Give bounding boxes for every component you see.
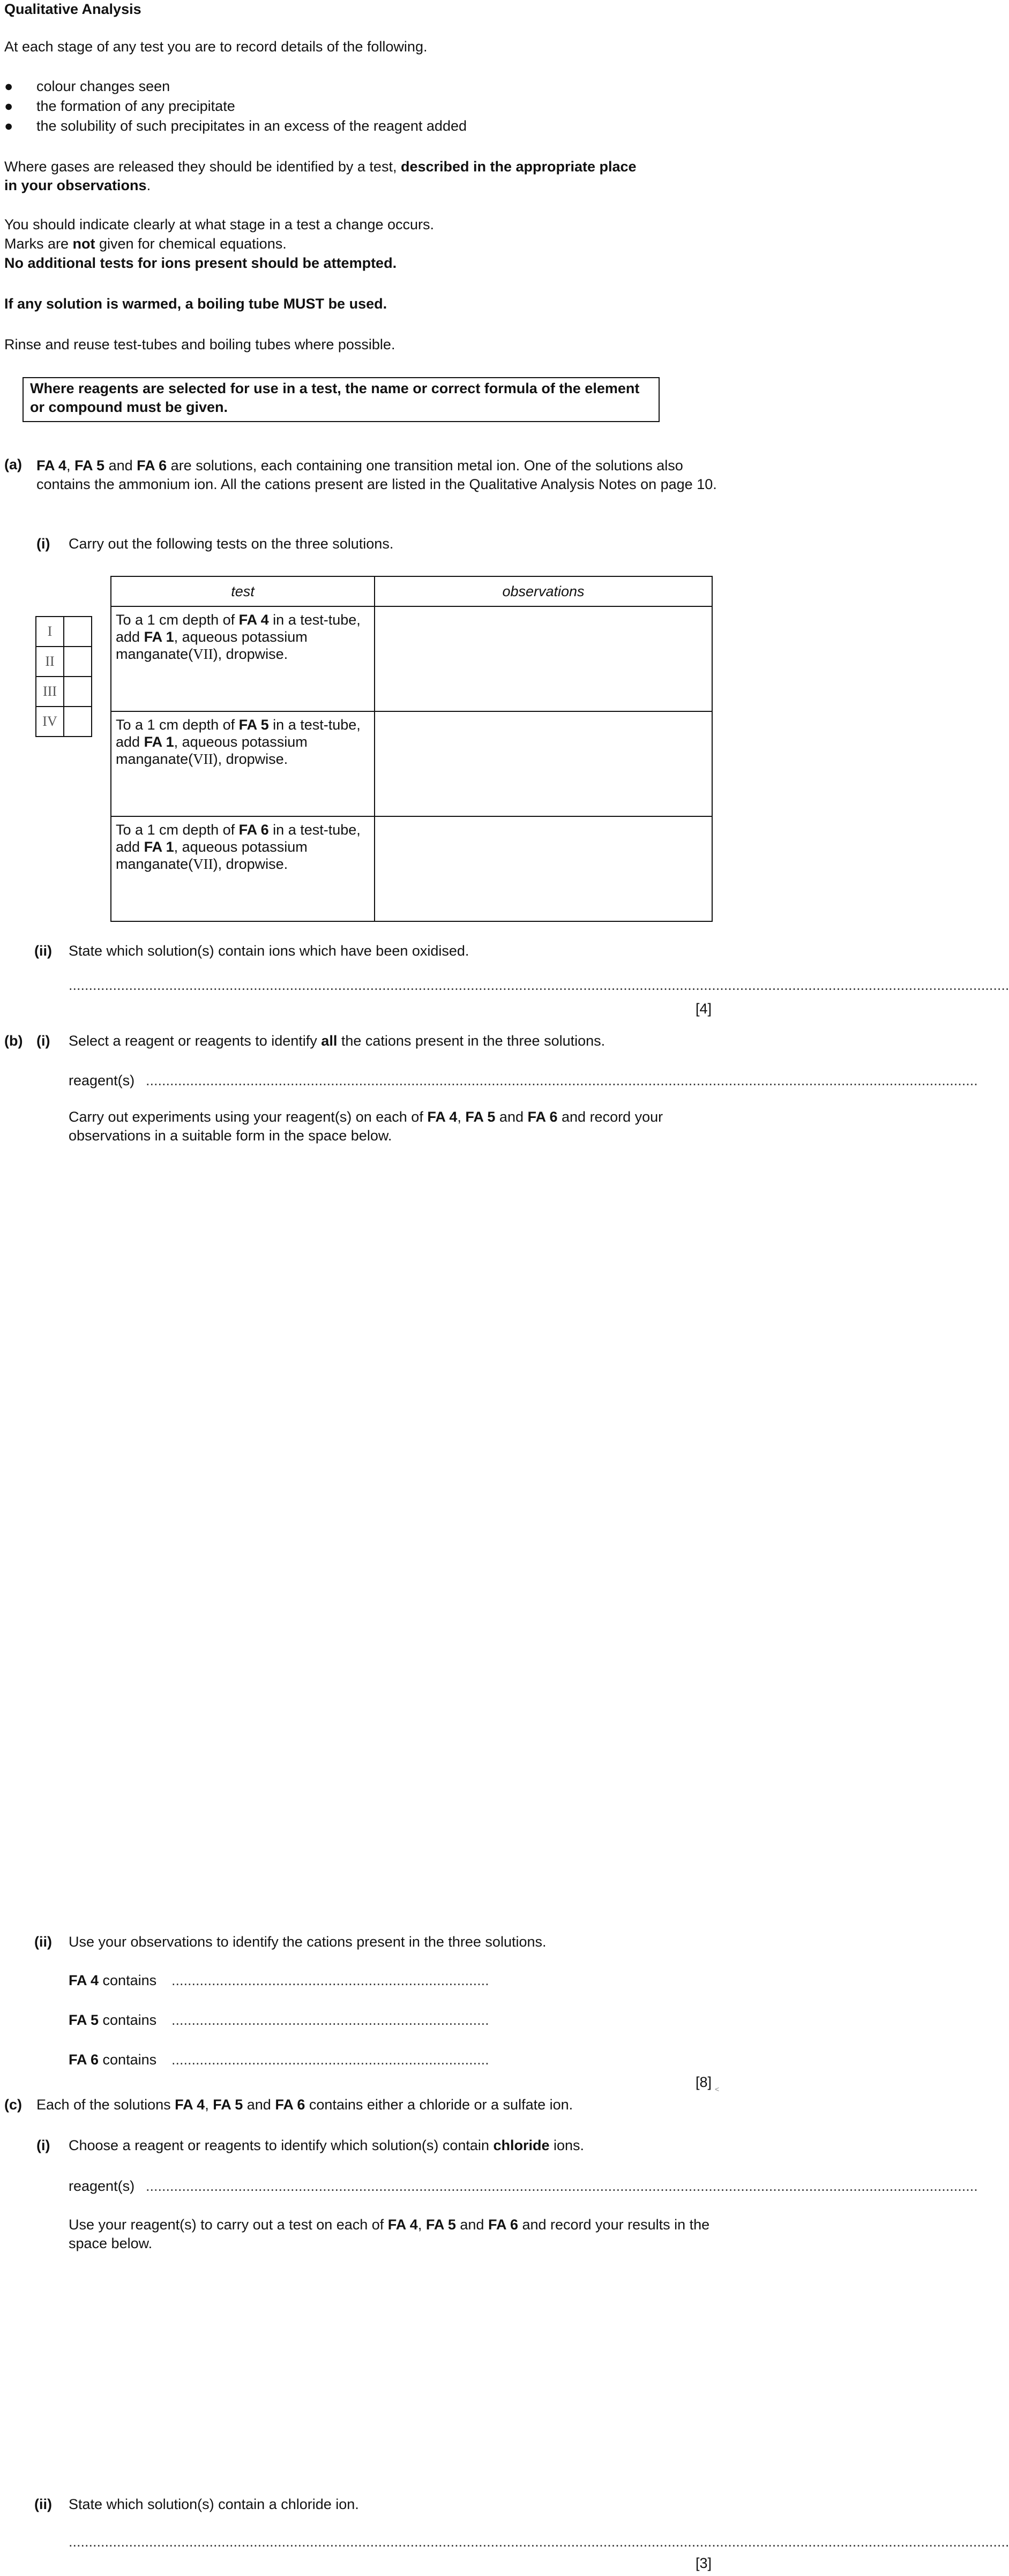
reagent-label: reagent(s) <box>69 1072 135 1088</box>
examiner-tick-grid <box>35 616 92 737</box>
column-header-observations: observations <box>375 576 712 606</box>
marks-badge: [4] <box>696 1001 712 1017</box>
part-a-i-label: (i) <box>36 536 50 552</box>
fa4-contains-row: FA 4 contains <box>69 1972 157 1988</box>
fa5-answer-line[interactable]: ............................................................................... <box>171 2012 489 2028</box>
test-cell: To a 1 cm depth of FA 4 in a test-tube, add FA 1, aqueous potassium manganate(VII), dropwise. <box>111 606 375 711</box>
tick-row-label: I <box>36 617 64 647</box>
tick-box <box>64 647 92 677</box>
answer-line[interactable]: .......................................................................................................................................................................................................................................... <box>69 2534 1009 2550</box>
test-cell: To a 1 cm depth of FA 6 in a test-tube, add FA 1, aqueous potassium manganate(VII), dropwise. <box>111 816 375 921</box>
tick-box <box>64 677 92 707</box>
tick-box <box>64 707 92 737</box>
part-c-label: (c) <box>4 2097 22 2113</box>
cursor-caret-icon: < <box>715 2085 720 2093</box>
part-a-ii-label: (ii) <box>34 943 52 959</box>
part-c-ii-label: (ii) <box>34 2496 52 2512</box>
part-b-ii-text: Use your observations to identify the cations present in the three solutions. <box>69 1934 547 1950</box>
reagent-warning-box <box>23 377 660 422</box>
fa4-answer-line[interactable]: ............................................................................... <box>171 1972 489 1988</box>
reagent-label: reagent(s) <box>69 2178 135 2194</box>
part-c-i-label: (i) <box>36 2137 50 2153</box>
fa6-contains-row: FA 6 contains <box>69 2052 157 2068</box>
part-b-label: (b) <box>4 1033 23 1049</box>
part-c-use-reagent-text: Use your reagent(s) to carry out a test on each of FA 4, FA 5 and FA 6 and record your results in the space below. <box>69 2217 710 2251</box>
observation-cell[interactable] <box>375 711 712 816</box>
marks-badge: [3] <box>696 2555 712 2571</box>
reagent-answer-line[interactable]: ............................................................................................................................................................................................................... <box>146 2178 978 2194</box>
fa5-contains-row: FA 5 contains <box>69 2012 157 2028</box>
table-row <box>111 816 712 921</box>
rinse-instruction: Rinse and reuse test-tubes and boiling tubes where possible. <box>4 336 395 352</box>
part-b-ii-label: (ii) <box>34 1934 52 1950</box>
intro-text: At each stage of any test you are to record details of the following. <box>4 39 428 55</box>
part-b-i-label: (i) <box>36 1033 50 1049</box>
gases-instruction: Where gases are released they should be identified by a test, described in the appropriate place <box>4 159 637 175</box>
no-additional-tests-instruction: No additional tests for ions present should be attempted. <box>4 255 397 271</box>
tick-box <box>64 617 92 647</box>
boiling-tube-instruction: If any solution is warmed, a boiling tube MUST be used. <box>4 296 387 312</box>
bullet-item: the formation of any precipitate <box>36 98 235 114</box>
reagent-answer-line[interactable]: ............................................................................................................................................................................................................... <box>146 1072 978 1088</box>
part-b-i-text: Select a reagent or reagents to identify all the cations present in the three solutions. <box>69 1033 606 1049</box>
part-b-carry-out-text: Carry out experiments using your reagent(s) on each of FA 4, FA 5 and FA 6 and record your observations in a suitable form in the space below. <box>69 1109 663 1144</box>
part-a-i-text: Carry out the following tests on the three solutions. <box>69 536 394 552</box>
page-title: Qualitative Analysis <box>4 1 141 17</box>
indicate-instruction: You should indicate clearly at what stage in a test a change occurs. <box>4 216 434 232</box>
fa6-answer-line[interactable]: ............................................................................... <box>171 2052 489 2068</box>
part-a-ii-text: State which solution(s) contain ions which have been oxidised. <box>69 943 469 959</box>
bullet-icon: ● <box>4 98 13 114</box>
bullet-icon: ● <box>4 78 13 94</box>
test-observation-table <box>110 576 713 922</box>
observation-cell[interactable] <box>375 816 712 921</box>
bullet-item: the solubility of such precipitates in an excess of the reagent added <box>36 118 467 134</box>
part-c-intro: Each of the solutions FA 4, FA 5 and FA 6 contains either a chloride or a sulfate ion. <box>36 2097 573 2113</box>
bullet-item: colour changes seen <box>36 78 170 94</box>
marks-instruction: Marks are not given for chemical equations. <box>4 236 287 252</box>
tick-row-label: IV <box>36 707 64 737</box>
answer-line[interactable]: .......................................................................................................................................................................................................................................... <box>69 977 1009 993</box>
tick-row-label: II <box>36 647 64 677</box>
part-c-ii-text: State which solution(s) contain a chloride ion. <box>69 2496 359 2512</box>
bullet-icon: ● <box>4 118 13 134</box>
tick-row-label: III <box>36 677 64 707</box>
marks-badge: [8] <box>696 2074 712 2090</box>
observation-cell[interactable] <box>375 606 712 711</box>
part-a-label: (a) <box>4 456 22 472</box>
reagent-warning-text: Where reagents are selected for use in a test, the name or correct formula of the element or compound must be given. <box>30 380 640 415</box>
part-c-i-text: Choose a reagent or reagents to identify which solution(s) contain chloride ions. <box>69 2137 585 2153</box>
test-cell: To a 1 cm depth of FA 5 in a test-tube, add FA 1, aqueous potassium manganate(VII), dropwise. <box>111 711 375 816</box>
table-row <box>111 711 712 816</box>
gases-instruction-continued: in your observations. <box>4 177 151 193</box>
part-a-intro: FA 4, FA 5 and FA 6 are solutions, each containing one transition metal ion. One of the solutions also contains the ammonium ion. All the cations present are listed in the Qualitative Analysis Notes on page 10. <box>36 457 717 492</box>
column-header-test: test <box>111 576 375 606</box>
table-row <box>111 606 712 711</box>
